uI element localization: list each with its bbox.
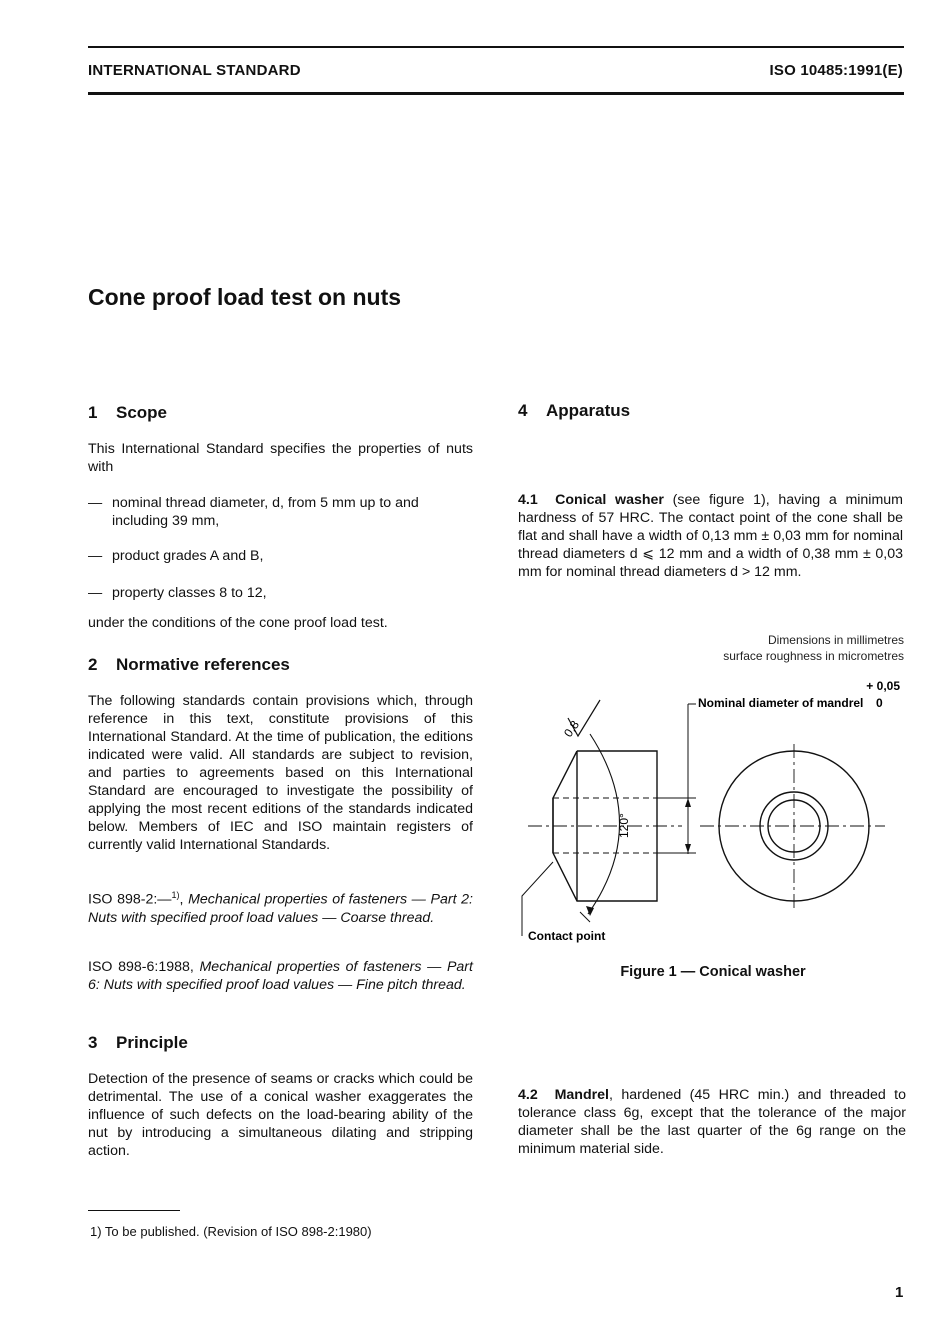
page-number: 1 (895, 1284, 904, 1301)
reference-iso-898-6: ISO 898-6:1988, Mechanical properties of fasteners — Part 6: Nuts with specified proof load values — Fine pitch thread. (88, 959, 473, 993)
section-2-heading: 2 Normative references (88, 655, 290, 674)
normative-body: The following standards contain provisions which, through reference in this text, constitute provisions of this International Standard. At the time of publication, the editions indicated were valid. All standards are subject to revision, and parties to agreements based on this International Standard are encouraged to investigate the possibility of applying the most recent editions of the standards indicated below. Members of IEC and ISO maintain registers of currently valid International Standards. (88, 693, 473, 853)
subsection-4-1: 4.1 Conical washer (see figure 1), having a minimum hardness of 57 HRC. The contact point of the cone shall be flat and shall have a width of 0,13 mm ± 0,03 mm for nominal thread diameters d ⩽ 12 mm and a width of 0,38 mm ± 0,03 mm for nominal thread diameters d > 12 mm. (518, 492, 903, 580)
scope-outro: under the conditions of the cone proof load test. (88, 615, 388, 631)
contact-point-leader (522, 862, 553, 936)
subsection-4-2: 4.2 Mandrel, hardened (45 HRC min.) and threaded to tolerance class 6g, except that the tolerance of the major diameter shall be the last quarter of the 6g range on the minimum material side. (518, 1087, 906, 1157)
tolerance-upper: + 0,05 (866, 679, 900, 693)
dim-arrow-down (685, 844, 691, 853)
scope-intro: This International Standard specifies the properties of nuts with (88, 441, 473, 475)
cone-arc (588, 734, 620, 914)
section-4-heading: 4 Apparatus (518, 401, 631, 420)
tolerance-lower: 0 (876, 696, 883, 710)
scope-item-3: — property classes 8 to 12, (88, 585, 267, 601)
reference-iso-898-2: ISO 898-2:—$^{1)}$, Mechanical properties of fasteners — Part 2: Nuts with specified proof load values — Coarse thread. (88, 890, 473, 926)
section-3-heading: 3 Principle (88, 1033, 188, 1052)
page-title: Cone proof load test on nuts (88, 284, 402, 310)
principle-body: Detection of the presence of seams or cracks which could be detrimental. The use of a conical washer exaggerates the influence of such defects on the load-bearing ability of the nut by introducing a simultaneous dilating and stripping action. (88, 1071, 473, 1159)
roughness-label: 0,8 (560, 718, 583, 740)
scope-item-1: — nominal thread diameter, d, from 5 mm up to and including 39 mm, (88, 495, 419, 529)
footnote: 1) To be published. (Revision of ISO 898-2:1980) (90, 1224, 372, 1239)
top-rule (88, 46, 904, 48)
footnote-rule (88, 1210, 180, 1211)
dim-arrow-up (685, 798, 691, 807)
header-left: INTERNATIONAL STANDARD (88, 62, 301, 79)
figure-caption: Figure 1 — Conical washer (620, 964, 806, 980)
angle-label: 120° (617, 813, 631, 838)
contact-point-label: Contact point (528, 929, 606, 943)
figure-dimensions-note: Dimensions in millimetres surface roughness in micrometres (723, 633, 904, 663)
section-1-heading: 1 Scope (88, 403, 168, 422)
conical-washer-figure (510, 676, 900, 956)
left-column (88, 404, 473, 1204)
header-rule (88, 92, 904, 95)
mandrel-label: Nominal diameter of mandrel (698, 696, 864, 710)
header-right: ISO 10485:1991(E) (769, 62, 903, 79)
scope-item-2: — product grades A and B, (88, 548, 264, 564)
